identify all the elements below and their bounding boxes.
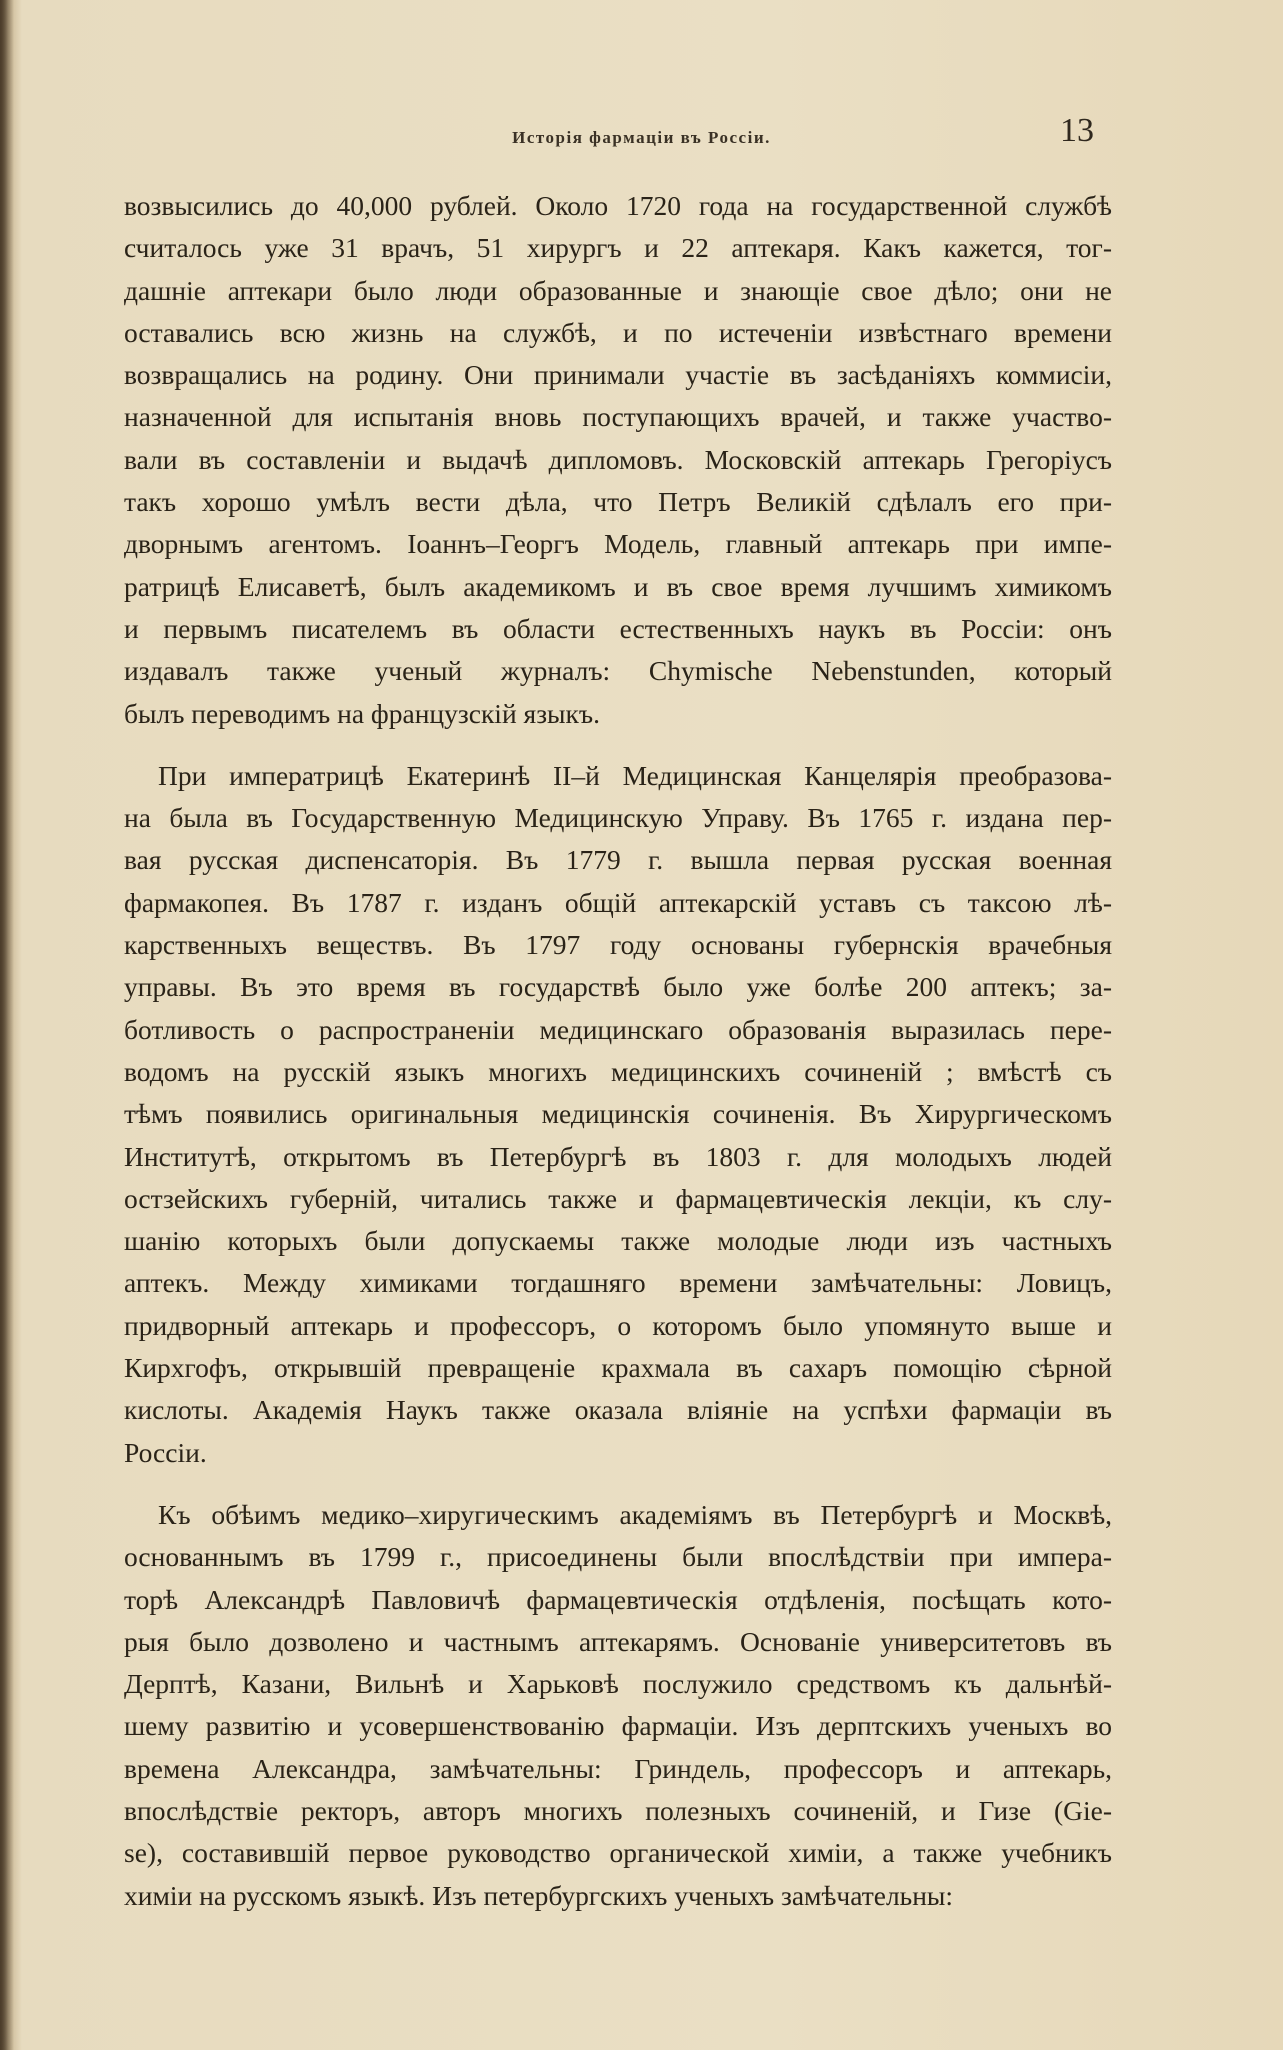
text-line: Къ обѣимъ медико–хиругическимъ академіямъ въ Петербургѣ и Москвѣ, bbox=[158, 1498, 1112, 1530]
text-line: на была въ Государственную Медицинскую Управу. Въ 1765 г. издана пер- bbox=[124, 802, 1112, 834]
text-line: издавалъ также ученый журналъ: Chymische Nebenstunden, который bbox=[124, 655, 1112, 687]
paragraph-2 bbox=[124, 755, 1112, 1474]
paragraph-spacer bbox=[124, 1474, 1112, 1494]
paragraph-spacer bbox=[124, 735, 1112, 755]
text-line: дворнымъ агентомъ. Іоаннъ–Георгъ Модель, главный аптекарь при импе- bbox=[124, 528, 1112, 560]
text-line: кислоты. Академія Наукъ также оказала вліяніе на успѣхи фармаціи въ bbox=[124, 1394, 1112, 1426]
text-line: тѣмъ появились оригинальныя медицинскія сочиненія. Въ Хирургическомъ bbox=[124, 1098, 1112, 1130]
text-line: управы. Въ это время въ государствѣ было уже болѣе 200 аптекъ; за- bbox=[124, 971, 1112, 1003]
text-line: При императрицѣ Екатеринѣ II–й Медицинская Канцелярія преобразова- bbox=[158, 759, 1112, 791]
text-line: и первымъ писателемъ въ области естественныхъ наукъ въ Россіи: онъ bbox=[124, 612, 1112, 644]
text-line: Дерптѣ, Казани, Вильнѣ и Харьковѣ послужило средствомъ къ дальнѣй- bbox=[124, 1668, 1112, 1700]
text-line: остзейскихъ губерній, читались также и фармацевтическія лекціи, къ слу- bbox=[124, 1182, 1112, 1214]
paragraph-3 bbox=[124, 1494, 1112, 1917]
text-line: вали въ составленіи и выдачѣ дипломовъ. Московскій аптекарь Грегоріусъ bbox=[124, 443, 1112, 475]
binding-shadow bbox=[0, 0, 14, 2050]
text-line: впослѣдствіе ректоръ, авторъ многихъ полезныхъ сочиненій, и Гизе (Gie- bbox=[124, 1794, 1112, 1826]
text-line: рыя было дозволено и частнымъ аптекарямъ. Основаніе университетовъ въ bbox=[124, 1625, 1112, 1657]
text-line: Россіи. bbox=[124, 1436, 207, 1468]
text-line: торѣ Александрѣ Павловичѣ фармацевтическія отдѣленія, посѣщать кото- bbox=[124, 1583, 1112, 1615]
text-line: водомъ на русскій языкъ многихъ медицинскихъ сочиненій ; вмѣстѣ съ bbox=[124, 1055, 1112, 1087]
running-title: Исторія фармаціи въ Россіи. bbox=[512, 128, 771, 147]
text-line: дашніе аптекари было люди образованные и знающіе свое дѣло; они не bbox=[124, 274, 1112, 306]
text-line: ботливость о распространеніи медицинскаго образованія выразилась пере- bbox=[124, 1013, 1112, 1045]
text-line: возвысились до 40,000 рублей. Около 1720 года на государственной службѣ bbox=[124, 190, 1112, 221]
text-line: такъ хорошо умѣлъ вести дѣла, что Петръ Великій сдѣлалъ его при- bbox=[124, 486, 1112, 518]
text-line: назначенной для испытанія вновь поступающихъ врачей, и также участво- bbox=[124, 401, 1112, 433]
text-line: шему развитію и усовершенствованію фармаціи. Изъ дерптскихъ ученыхъ во bbox=[124, 1710, 1112, 1742]
text-line: карственныхъ веществъ. Въ 1797 году основаны губернскія врачебныя bbox=[124, 929, 1112, 961]
text-line: фармакопея. Въ 1787 г. изданъ общій аптекарскій уставъ съ таксою лѣ- bbox=[124, 886, 1112, 918]
text-line: химіи на русскомъ языкѣ. Изъ петербургскихъ ученыхъ замѣчательны: bbox=[124, 1879, 954, 1911]
text-line: времена Александра, замѣчательны: Гриндель, профессоръ и аптекарь, bbox=[124, 1752, 1112, 1784]
page-number: 13 bbox=[1060, 112, 1094, 149]
text-line: Институтѣ, открытомъ въ Петербургѣ въ 1803 г. для молодыхъ людей bbox=[124, 1140, 1112, 1172]
text-line: аптекъ. Между химиками тогдашняго времени замѣчательны: Ловицъ, bbox=[124, 1267, 1112, 1299]
text-line: придворный аптекарь и профессоръ, о которомъ было упомянуто выше и bbox=[124, 1309, 1112, 1341]
text-line: Кирхгофъ, открывшій превращеніе крахмала въ сахаръ помощію сѣрной bbox=[124, 1352, 1112, 1384]
text-line: ратрицѣ Елисаветѣ, былъ академикомъ и въ свое время лучшимъ химикомъ bbox=[124, 570, 1112, 602]
text-line: былъ переводимъ на французскій языкъ. bbox=[124, 697, 600, 729]
text-line: считалось уже 31 врачъ, 51 хирургъ и 22 аптекаря. Какъ кажется, тог- bbox=[124, 232, 1112, 264]
text-line: шанію которыхъ были допускаемы также молодые люди изъ частныхъ bbox=[124, 1225, 1112, 1257]
text-line: основаннымъ въ 1799 г., присоединены были впослѣдствіи при импера- bbox=[124, 1541, 1112, 1573]
text-line: оставались всю жизнь на службѣ, и по истеченіи извѣстнаго времени bbox=[124, 316, 1112, 348]
body-text bbox=[124, 185, 1112, 1917]
text-line: вая русская диспенсаторія. Въ 1779 г. вышла первая русская военная bbox=[124, 844, 1112, 876]
text-line: возвращались на родину. Они принимали участіе въ засѣданіяхъ коммисіи, bbox=[124, 359, 1112, 391]
text-line: se), составившій первое руководство органической химіи, а также учебникъ bbox=[124, 1837, 1112, 1869]
paragraph-1 bbox=[124, 185, 1112, 735]
